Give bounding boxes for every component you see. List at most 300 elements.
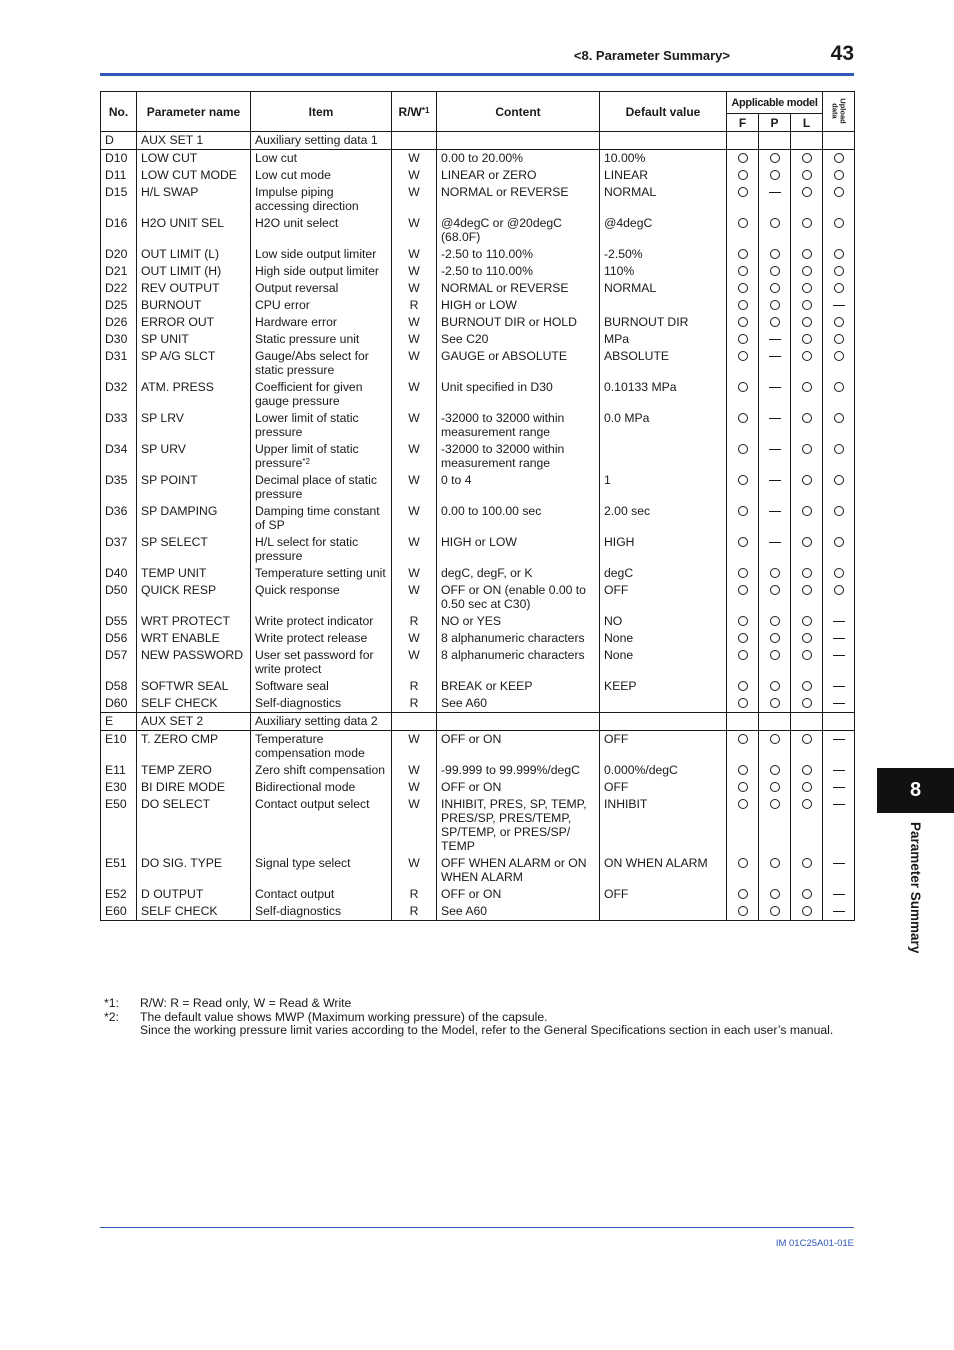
cell-applicable-u	[823, 762, 855, 779]
cell-parameter-name-text: SELF CHECK	[141, 696, 218, 710]
cell-applicable-u	[823, 678, 855, 695]
cell-content	[437, 855, 600, 886]
cell-parameter-name	[137, 280, 251, 297]
cell-applicable-u	[823, 246, 855, 263]
cell-parameter-name	[137, 695, 251, 713]
cell-parameter-name-text: H/L SWAP	[141, 185, 199, 199]
table-row	[101, 246, 855, 263]
cell-no	[101, 280, 137, 297]
cell-item	[251, 132, 392, 150]
cell-item-text: Lower limit of static pressure	[255, 411, 359, 439]
cell-applicable-u	[823, 565, 855, 582]
applicable-circle-icon	[802, 568, 812, 578]
applicable-circle-icon	[770, 681, 780, 691]
table-row	[101, 263, 855, 280]
table-row	[101, 410, 855, 441]
cell-rw-text: R	[409, 696, 419, 710]
cell-item	[251, 348, 392, 379]
applicable-circle-icon	[802, 698, 812, 708]
col-header-rw	[392, 92, 437, 132]
cell-item-text: Low cut mode	[255, 168, 331, 182]
cell-applicable-f	[727, 762, 759, 779]
cell-applicable-l	[791, 713, 823, 731]
table-row	[101, 314, 855, 331]
applicable-circle-icon	[802, 300, 812, 310]
cell-parameter-name-text: D OUTPUT	[141, 887, 204, 901]
cell-default-value-text: NO	[604, 614, 623, 628]
cell-applicable-p	[759, 132, 791, 150]
cell-item-text: Write protect release	[255, 631, 368, 645]
table-row	[101, 582, 855, 613]
cell-parameter-name	[137, 534, 251, 565]
group-row	[101, 132, 855, 150]
cell-item	[251, 855, 392, 886]
applicable-circle-icon	[834, 249, 844, 259]
applicable-circle-icon	[802, 616, 812, 626]
applicable-circle-icon	[834, 266, 844, 276]
not-applicable-dash-icon	[833, 770, 845, 771]
cell-default-value	[600, 215, 727, 246]
cell-applicable-p	[759, 695, 791, 713]
cell-applicable-f	[727, 565, 759, 582]
cell-content-text: LINEAR or ZERO	[441, 168, 537, 182]
cell-rw-text: W	[408, 168, 420, 182]
cell-parameter-name	[137, 796, 251, 855]
cell-rw-text: R	[409, 298, 419, 312]
footnote-text: The default value shows MWP (Maximum working pressure) of the capsule.	[140, 1009, 548, 1024]
cell-applicable-p	[759, 731, 791, 763]
table-row	[101, 779, 855, 796]
applicable-circle-icon	[770, 906, 780, 916]
cell-rw-text: W	[408, 797, 420, 811]
col-header-no: No.	[101, 92, 137, 132]
cell-content	[437, 503, 600, 534]
cell-no	[101, 167, 137, 184]
cell-rw-text: W	[408, 648, 420, 662]
applicable-circle-icon	[738, 765, 748, 775]
cell-item	[251, 263, 392, 280]
cell-applicable-u	[823, 903, 855, 921]
table-row	[101, 903, 855, 921]
cell-default-value	[600, 297, 727, 314]
cell-applicable-p	[759, 903, 791, 921]
cell-content	[437, 534, 600, 565]
cell-applicable-l	[791, 630, 823, 647]
cell-no-text: D	[105, 133, 114, 147]
cell-rw	[392, 215, 437, 246]
cell-rw	[392, 779, 437, 796]
not-applicable-dash-icon	[833, 739, 845, 740]
cell-parameter-name-text: LOW CUT	[141, 151, 198, 165]
cell-content	[437, 215, 600, 246]
cell-applicable-l	[791, 150, 823, 168]
applicable-circle-icon	[802, 351, 812, 361]
cell-applicable-l	[791, 280, 823, 297]
cell-item	[251, 297, 392, 314]
cell-applicable-f	[727, 472, 759, 503]
cell-applicable-l	[791, 886, 823, 903]
cell-applicable-f	[727, 150, 759, 168]
cell-default-value-text: -2.50%	[604, 247, 643, 261]
cell-item	[251, 503, 392, 534]
table-row	[101, 534, 855, 565]
not-applicable-dash-icon	[769, 480, 781, 481]
cell-content-text: See A60	[441, 904, 488, 918]
applicable-circle-icon	[834, 475, 844, 485]
cell-default-value	[600, 132, 727, 150]
document-id: IM 01C25A01-01E	[775, 1238, 854, 1249]
cell-rw	[392, 503, 437, 534]
footnote-ref: *2	[302, 457, 310, 466]
cell-item	[251, 647, 392, 678]
applicable-circle-icon	[802, 765, 812, 775]
header-rule	[100, 73, 854, 76]
cell-rw-text: R	[409, 614, 419, 628]
applicable-circle-icon	[802, 475, 812, 485]
table-row	[101, 184, 855, 215]
cell-parameter-name-text: ERROR OUT	[141, 315, 215, 329]
cell-content-text: degC, degF, or K	[441, 566, 533, 580]
cell-content-text: BURNOUT DIR or HOLD	[441, 315, 577, 329]
cell-applicable-l	[791, 678, 823, 695]
cell-applicable-f	[727, 886, 759, 903]
cell-content-text: 0 to 4	[441, 473, 472, 487]
cell-default-value	[600, 695, 727, 713]
applicable-circle-icon	[738, 334, 748, 344]
cell-no-text: E52	[105, 887, 127, 901]
not-applicable-dash-icon	[833, 804, 845, 805]
not-applicable-dash-icon	[769, 356, 781, 357]
cell-no	[101, 263, 137, 280]
cell-parameter-name	[137, 215, 251, 246]
cell-parameter-name	[137, 855, 251, 886]
cell-applicable-f	[727, 613, 759, 630]
cell-applicable-f	[727, 534, 759, 565]
cell-rw-text: W	[408, 315, 420, 329]
cell-item	[251, 695, 392, 713]
cell-applicable-l	[791, 184, 823, 215]
not-applicable-dash-icon	[833, 863, 845, 864]
data-word: data	[830, 103, 840, 119]
applicable-circle-icon	[738, 782, 748, 792]
applicable-circle-icon	[834, 537, 844, 547]
cell-applicable-p	[759, 534, 791, 565]
applicable-circle-icon	[738, 187, 748, 197]
cell-applicable-f	[727, 410, 759, 441]
cell-default-value-text: HIGH	[604, 535, 635, 549]
cell-applicable-f	[727, 503, 759, 534]
cell-rw	[392, 348, 437, 379]
applicable-circle-icon	[834, 283, 844, 293]
cell-default-value	[600, 379, 727, 410]
cell-default-value-text: 2.00 sec	[604, 504, 651, 518]
cell-no	[101, 150, 137, 168]
cell-rw-text: W	[408, 504, 420, 518]
cell-applicable-l	[791, 762, 823, 779]
cell-parameter-name	[137, 886, 251, 903]
cell-no-text: D50	[105, 583, 128, 597]
cell-parameter-name	[137, 762, 251, 779]
applicable-circle-icon	[770, 283, 780, 293]
applicable-circle-icon	[738, 650, 748, 660]
cell-content	[437, 472, 600, 503]
cell-applicable-l	[791, 503, 823, 534]
cell-no	[101, 647, 137, 678]
cell-applicable-l	[791, 647, 823, 678]
cell-applicable-p	[759, 886, 791, 903]
cell-parameter-name	[137, 731, 251, 763]
applicable-circle-icon	[802, 317, 812, 327]
cell-no	[101, 903, 137, 921]
cell-rw-text: W	[408, 732, 420, 746]
cell-item	[251, 565, 392, 582]
cell-applicable-p	[759, 713, 791, 731]
cell-no	[101, 410, 137, 441]
applicable-circle-icon	[738, 568, 748, 578]
applicable-circle-icon	[802, 681, 812, 691]
cell-parameter-name	[137, 167, 251, 184]
cell-applicable-f	[727, 280, 759, 297]
chapter-tab[interactable]: 8	[877, 768, 954, 813]
cell-applicable-p	[759, 678, 791, 695]
cell-applicable-f	[727, 731, 759, 763]
not-applicable-dash-icon	[833, 894, 845, 895]
cell-applicable-p	[759, 762, 791, 779]
cell-applicable-u	[823, 348, 855, 379]
applicable-circle-icon	[834, 153, 844, 163]
cell-rw-text: W	[408, 264, 420, 278]
cell-no-text: D31	[105, 349, 128, 363]
applicable-circle-icon	[738, 153, 748, 163]
applicable-circle-icon	[834, 382, 844, 392]
not-applicable-dash-icon	[833, 686, 845, 687]
cell-applicable-u	[823, 886, 855, 903]
cell-rw	[392, 903, 437, 921]
cell-applicable-u	[823, 534, 855, 565]
cell-applicable-u	[823, 263, 855, 280]
cell-applicable-l	[791, 348, 823, 379]
cell-no-text: D21	[105, 264, 128, 278]
cell-parameter-name	[137, 582, 251, 613]
cell-applicable-f	[727, 678, 759, 695]
cell-applicable-l	[791, 263, 823, 280]
applicable-circle-icon	[770, 568, 780, 578]
table-row	[101, 503, 855, 534]
cell-content	[437, 713, 600, 731]
cell-rw-text: W	[408, 763, 420, 777]
cell-no-text: D20	[105, 247, 128, 261]
footnote-text: Since the working pressure limit varies according to the Model, refer to the General Specifications section in each user’s manual.	[140, 1023, 834, 1037]
cell-default-value	[600, 410, 727, 441]
cell-applicable-f	[727, 796, 759, 855]
cell-item	[251, 613, 392, 630]
cell-default-value-text: ABSOLUTE	[604, 349, 670, 363]
cell-parameter-name-text: QUICK RESP	[141, 583, 217, 597]
cell-rw	[392, 762, 437, 779]
cell-default-value	[600, 613, 727, 630]
cell-default-value-text: @4degC	[604, 216, 653, 230]
cell-applicable-f	[727, 314, 759, 331]
cell-applicable-p	[759, 167, 791, 184]
table-row	[101, 379, 855, 410]
cell-applicable-l	[791, 167, 823, 184]
cell-applicable-p	[759, 647, 791, 678]
cell-applicable-f	[727, 855, 759, 886]
cell-content	[437, 695, 600, 713]
cell-parameter-name-text: SP A/G SLCT	[141, 349, 216, 363]
cell-content	[437, 132, 600, 150]
cell-applicable-f	[727, 184, 759, 215]
cell-rw	[392, 297, 437, 314]
cell-applicable-l	[791, 215, 823, 246]
cell-applicable-f	[727, 331, 759, 348]
cell-rw-text: W	[408, 216, 420, 230]
cell-rw	[392, 132, 437, 150]
cell-item-text: Auxiliary setting data 2	[255, 714, 378, 728]
table-row	[101, 731, 855, 763]
cell-parameter-name	[137, 246, 251, 263]
cell-parameter-name	[137, 779, 251, 796]
cell-no-text: D40	[105, 566, 128, 580]
footnote-2	[104, 1011, 860, 1038]
cell-parameter-name-text: WRT PROTECT	[141, 614, 230, 628]
applicable-circle-icon	[802, 906, 812, 916]
cell-content	[437, 565, 600, 582]
cell-rw-text: W	[408, 411, 420, 425]
applicable-circle-icon	[770, 782, 780, 792]
applicable-circle-icon	[770, 765, 780, 775]
cell-no	[101, 630, 137, 647]
cell-applicable-u	[823, 314, 855, 331]
cell-rw-text: R	[409, 904, 419, 918]
cell-rw	[392, 441, 437, 472]
cell-parameter-name	[137, 150, 251, 168]
cell-applicable-u	[823, 410, 855, 441]
cell-no	[101, 472, 137, 503]
cell-applicable-u	[823, 297, 855, 314]
cell-content	[437, 150, 600, 168]
cell-rw	[392, 731, 437, 763]
cell-applicable-l	[791, 796, 823, 855]
cell-rw	[392, 410, 437, 441]
cell-parameter-name	[137, 184, 251, 215]
cell-applicable-f	[727, 779, 759, 796]
cell-applicable-f	[727, 132, 759, 150]
cell-content-text: 8 alphanumeric characters	[441, 648, 585, 662]
cell-rw	[392, 167, 437, 184]
cell-content-text: NO or YES	[441, 614, 502, 628]
cell-default-value-text: ON WHEN ALARM	[604, 856, 708, 870]
footnote-text: R/W: R = Read only, W = Read & Write	[140, 996, 352, 1010]
applicable-circle-icon	[802, 858, 812, 868]
cell-content	[437, 280, 600, 297]
cell-item	[251, 150, 392, 168]
cell-applicable-l	[791, 314, 823, 331]
cell-no	[101, 731, 137, 763]
cell-no	[101, 886, 137, 903]
cell-rw-text: W	[408, 349, 420, 363]
not-applicable-dash-icon	[769, 192, 781, 193]
cell-item-text: Signal type select	[255, 856, 351, 870]
cell-applicable-l	[791, 855, 823, 886]
cell-content-text: -99.999 to 99.999%/degC	[441, 763, 580, 777]
cell-rw-text: W	[408, 442, 420, 456]
applicable-circle-icon	[802, 444, 812, 454]
cell-applicable-p	[759, 503, 791, 534]
cell-rw-text: W	[408, 380, 420, 394]
cell-rw	[392, 379, 437, 410]
applicable-circle-icon	[770, 633, 780, 643]
applicable-circle-icon	[770, 858, 780, 868]
cell-item	[251, 779, 392, 796]
cell-no	[101, 297, 137, 314]
cell-content	[437, 903, 600, 921]
cell-item-text: Bidirectional mode	[255, 780, 356, 794]
cell-applicable-u	[823, 630, 855, 647]
cell-content	[437, 630, 600, 647]
cell-applicable-u	[823, 779, 855, 796]
cell-content-text: NORMAL or REVERSE	[441, 185, 569, 199]
upload-word: Upload	[838, 98, 848, 124]
applicable-circle-icon	[738, 681, 748, 691]
table-row	[101, 441, 855, 472]
cell-applicable-u	[823, 150, 855, 168]
cell-default-value	[600, 855, 727, 886]
cell-item-text: Damping time constant of SP	[255, 504, 380, 532]
cell-default-value-text: OFF	[604, 732, 629, 746]
cell-default-value	[600, 150, 727, 168]
not-applicable-dash-icon	[833, 787, 845, 788]
cell-content	[437, 379, 600, 410]
cell-applicable-p	[759, 184, 791, 215]
cell-rw-text: W	[408, 780, 420, 794]
cell-parameter-name-text: DO SIG. TYPE	[141, 856, 223, 870]
table-row	[101, 215, 855, 246]
cell-applicable-u	[823, 503, 855, 534]
cell-applicable-p	[759, 280, 791, 297]
applicable-circle-icon	[802, 170, 812, 180]
cell-applicable-p	[759, 263, 791, 280]
cell-parameter-name-text: BI DIRE MODE	[141, 780, 225, 794]
cell-rw	[392, 678, 437, 695]
cell-parameter-name	[137, 713, 251, 731]
cell-content	[437, 297, 600, 314]
cell-no	[101, 246, 137, 263]
cell-applicable-l	[791, 410, 823, 441]
applicable-circle-icon	[738, 475, 748, 485]
applicable-circle-icon	[802, 153, 812, 163]
cell-no	[101, 184, 137, 215]
footnote-1	[104, 997, 860, 1011]
cell-content-text: -32000 to 32000 within measurement range	[441, 442, 565, 470]
cell-item	[251, 678, 392, 695]
cell-parameter-name	[137, 410, 251, 441]
cell-content	[437, 582, 600, 613]
cell-applicable-p	[759, 630, 791, 647]
cell-item	[251, 582, 392, 613]
cell-no	[101, 314, 137, 331]
cell-no-text: E60	[105, 904, 127, 918]
applicable-circle-icon	[738, 889, 748, 899]
cell-no	[101, 348, 137, 379]
applicable-circle-icon	[802, 506, 812, 516]
cell-default-value	[600, 472, 727, 503]
cell-parameter-name	[137, 613, 251, 630]
table-body	[101, 132, 855, 921]
cell-item	[251, 731, 392, 763]
cell-content-text: 0.00 to 20.00%	[441, 151, 523, 165]
applicable-circle-icon	[802, 650, 812, 660]
